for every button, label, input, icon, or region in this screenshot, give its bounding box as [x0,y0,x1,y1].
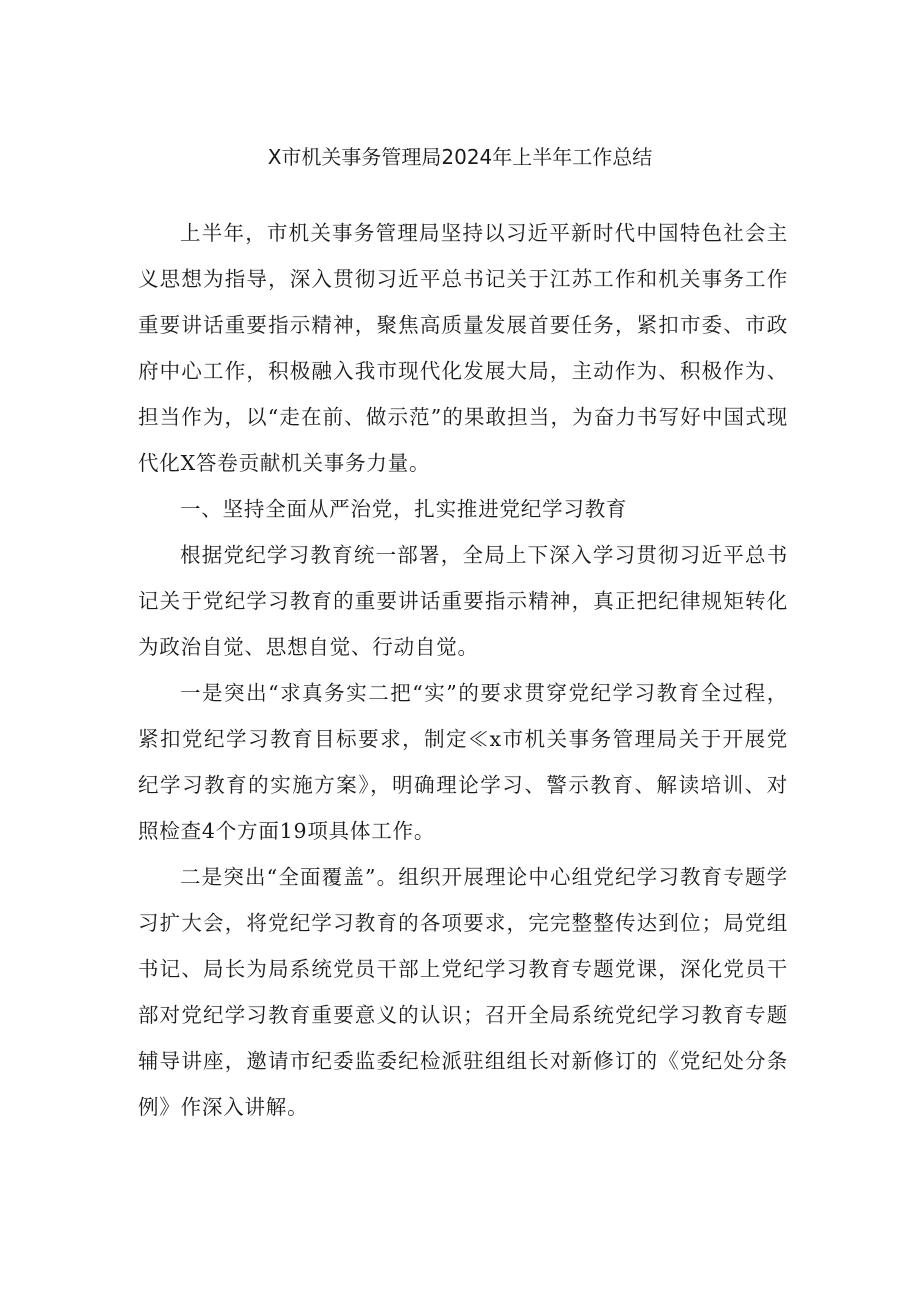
document-title: X市机关事务管理局2024年上半年工作总结 [267,145,653,169]
body-paragraph: 一是突出“求真务实二把“实”的要求贯穿党纪学习教育全过程，紧扣党纪学习教育目标要求，制定≪x市机关事务管理局关于开展党纪学习教育的实施方案》，明确理论学习、警示教育、解读培训、对照检查4个方面19项具体工作。 [138,681,788,843]
section-heading: 一、坚持全面从严治党，扎实推进党纪学习教育 [180,497,628,521]
document-body [138,210,788,1130]
body-paragraph: 二是突出“全面覆盖”。组织开展理论中心组党纪学习教育专题学习扩大会，将党纪学习教育的各项要求，完完整整传达到位；局党组书记、局长为局系统党员干部上党纪学习教育专题党课，深化党员干部对党纪学习教育重要意义的认识；召开全局系统党纪学习教育专题辅导讲座，邀请市纪委监委纪检派驻组组长对新修订的《党纪处分条例》作深入讲解。 [138,865,788,1119]
intro-paragraph: 上半年，市机关事务管理局坚持以习近平新时代中国特色社会主义思想为指导，深入贯彻习近平总书记关于江苏工作和机关事务工作重要讲话重要指示精神，聚焦高质量发展首要任务，紧扣市委、市政府中心工作，积极融入我市现代化发展大局，主动作为、积极作为、担当作为，以“走在前、做示范”的果敢担当，为奋力书写好中国式现代化X答卷贡献机关事务力量。 [138,221,788,475]
body-paragraph: 根据党纪学习教育统一部署，全局上下深入学习贯彻习近平总书记关于党纪学习教育的重要讲话重要指示精神，真正把纪律规矩转化为政治自觉、思想自觉、行动自觉。 [138,543,788,659]
